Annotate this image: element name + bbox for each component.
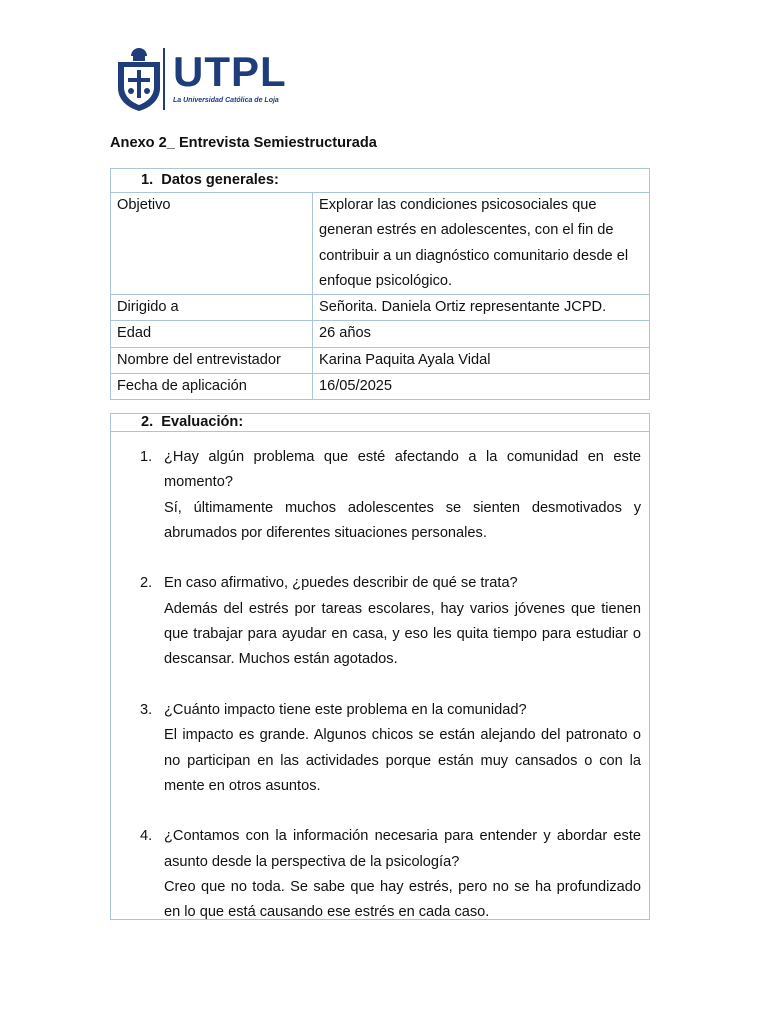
row-label: Objetivo (111, 193, 313, 295)
question-text: En caso afirmativo, ¿puedes describir de qué se trata? (164, 575, 518, 592)
item-number: 1. (140, 449, 153, 465)
evaluation-section (110, 413, 650, 920)
table-row (111, 374, 650, 400)
list-item (140, 445, 641, 546)
row-value: Señorita. Daniela Ortiz representante JCPD. (313, 295, 650, 321)
logo-divider (163, 48, 166, 110)
answer-text: Creo que no toda. Se sabe que hay estrés, pero no se ha profundizado en lo que está causando ese estrés en cada caso. (164, 879, 641, 920)
answer-text: El impacto es grande. Algunos chicos se están alejando del patronato o no participan en las actividades porque están muy cansados o con la mente en otros asuntos. (164, 727, 641, 794)
section-title: Evaluación: (161, 414, 244, 430)
table-row (111, 321, 650, 347)
answer-text: Además del estrés por tareas escolares, hay varios jóvenes que tienen que trabajar para ayudar en casa, y eso les quita tiempo para estudiar o descansar. Muchos están agotados. (164, 600, 641, 668)
evaluation-list (111, 432, 649, 920)
row-value: 16/05/2025 (313, 374, 650, 400)
question-text: ¿Hay algún problema que esté afectando a la comunidad en este momento? (164, 449, 641, 491)
table-row (111, 193, 650, 295)
question-text: ¿Cuánto impacto tiene este problema en la comunidad? (164, 701, 527, 718)
row-label: Nombre del entrevistador (111, 347, 313, 373)
item-number: 3. (140, 701, 153, 718)
row-value: 26 años (313, 321, 650, 347)
list-item (140, 571, 641, 672)
section-title: Datos generales: (161, 172, 279, 188)
row-value: Explorar las condiciones psicosociales que generan estrés en adolescentes, con el fin de contribuir a un diagnóstico comunitario desde el enfoque psicológico. (313, 193, 650, 295)
general-data-header (111, 169, 650, 193)
list-item (140, 824, 641, 920)
logo-brand-text: UTPL (173, 48, 287, 95)
document-title: Anexo 2_ Entrevista Semiestructurada (110, 135, 377, 151)
evaluation-header (111, 414, 649, 432)
row-label: Fecha de aplicación (111, 374, 313, 400)
section-number: 2. (141, 414, 154, 430)
university-crest-icon (113, 44, 165, 114)
row-label: Edad (111, 321, 313, 347)
utpl-logo (113, 44, 288, 116)
answer-text: Sí, últimamente muchos adolescentes se sienten desmotivados y abrumados por diferentes situaciones personales. (164, 499, 641, 541)
row-value: Karina Paquita Ayala Vidal (313, 347, 650, 373)
general-data-header-row (111, 169, 650, 193)
item-number: 4. (140, 828, 153, 845)
list-item (140, 698, 641, 799)
table-row (111, 347, 650, 373)
general-data-table (110, 168, 650, 400)
section-number: 1. (141, 172, 154, 188)
row-label: Dirigido a (111, 295, 313, 321)
logo-tagline: La Universidad Católica de Loja (173, 97, 279, 104)
item-number: 2. (140, 575, 153, 592)
question-text: ¿Contamos con la información necesaria para entender y abordar este asunto desde la perspectiva de la psicología? (164, 828, 641, 870)
table-row (111, 295, 650, 321)
